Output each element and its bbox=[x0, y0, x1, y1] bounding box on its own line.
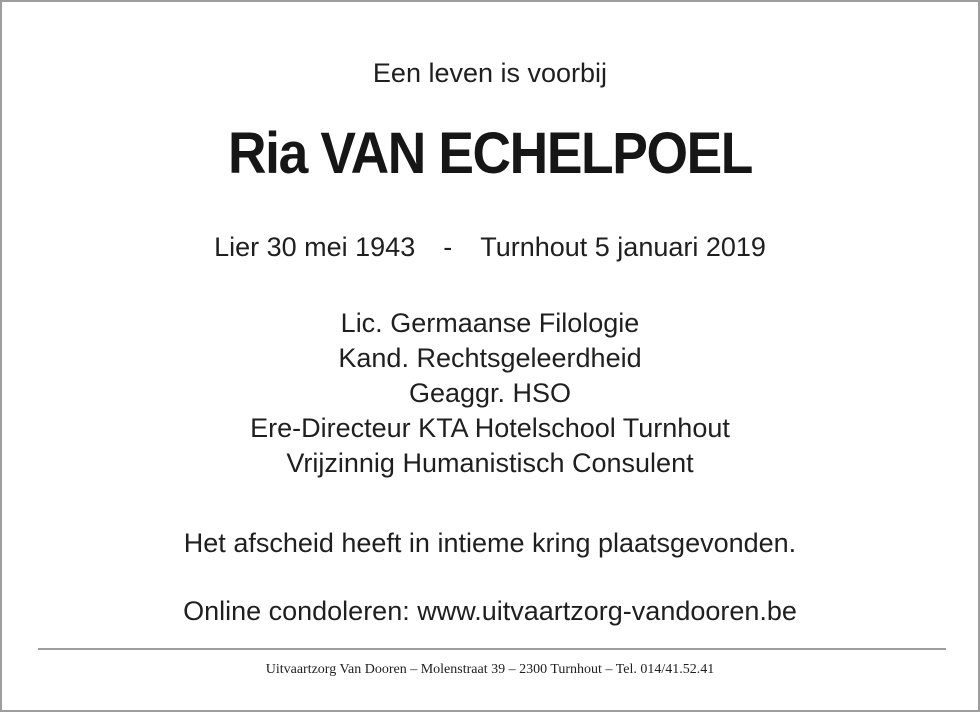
intro-line: Een leven is voorbij bbox=[372, 58, 608, 88]
condolence-line bbox=[2, 596, 978, 627]
date-separator: - bbox=[443, 232, 453, 262]
title-line: Ere-Directeur KTA Hotelschool Turnhout bbox=[250, 413, 730, 443]
death-date: Turnhout 5 januari 2019 bbox=[480, 232, 766, 262]
funeral-home-footer: Uitvaartzorg Van Dooren – Molenstraat 39 – 2300 Turnhout – Tel. 014/41.52.41 bbox=[265, 662, 715, 677]
condolence-link[interactable]: www.uitvaartzorg-vandooren.be bbox=[417, 596, 797, 626]
birth-date: Lier 30 mei 1943 bbox=[214, 232, 416, 262]
farewell-notice: Het afscheid heeft in intieme kring plaatsgevonden. bbox=[183, 528, 797, 558]
life-dates bbox=[2, 232, 978, 263]
footer-divider bbox=[38, 648, 946, 650]
titles-list bbox=[2, 306, 978, 481]
title-line: Kand. Rechtsgeleerdheid bbox=[338, 343, 642, 373]
title-line: Lic. Germaanse Filologie bbox=[340, 308, 640, 338]
title-line: Geaggr. HSO bbox=[408, 378, 572, 408]
deceased-name: Ria VAN ECHELPOEL bbox=[227, 121, 753, 186]
title-line: Vrijzinnig Humanistisch Consulent bbox=[286, 448, 694, 478]
condolence-label: Online condoleren: bbox=[183, 596, 410, 626]
